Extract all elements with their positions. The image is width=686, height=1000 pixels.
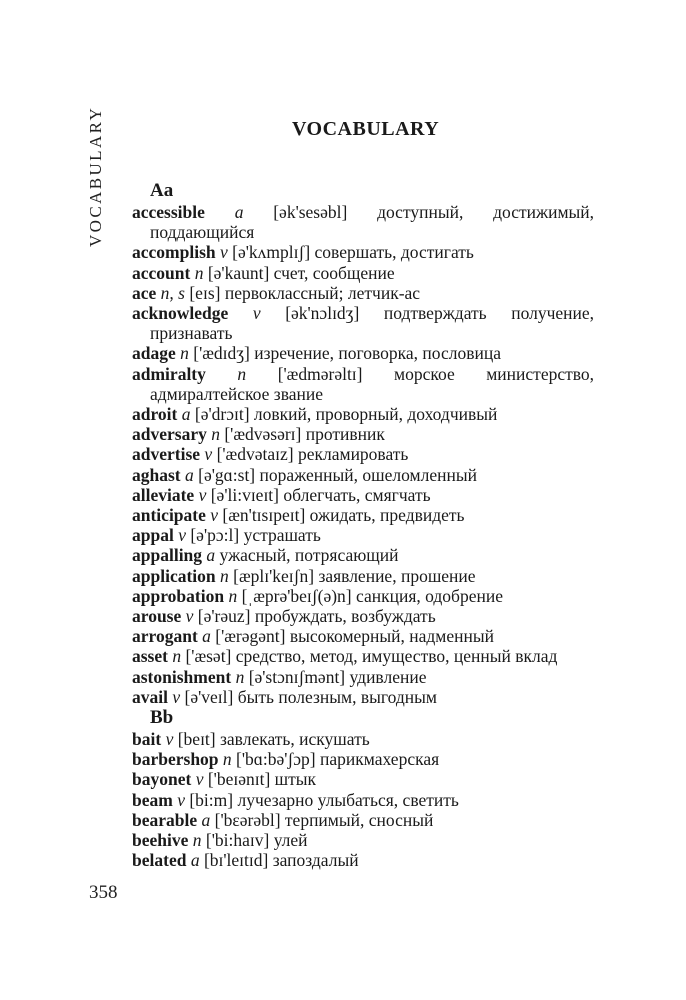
vocab-entry	[132, 749, 594, 769]
running-head-vertical: VOCABULARY	[86, 105, 105, 247]
translation: запоздалый	[272, 850, 359, 871]
vocab-entry	[132, 444, 594, 464]
translation: первоклассный; летчик-ас	[224, 282, 421, 303]
transcription: [ə'stɔnɪʃmənt]	[248, 666, 346, 687]
headword: bayonet	[132, 769, 192, 790]
vocab-entry	[132, 242, 594, 262]
transcription: ['ædvəsərɪ]	[224, 424, 302, 445]
transcription: ['ædvətaɪz]	[216, 444, 294, 465]
headword: adroit	[132, 404, 178, 425]
transcription: [ə'drɔɪt]	[194, 404, 250, 425]
translation: быть полезным, выгодным	[237, 686, 437, 707]
transcription: ['bɛərəbl]	[214, 809, 281, 830]
headword: appal	[132, 525, 174, 546]
translation: ужасный, потрясающий	[219, 545, 399, 566]
part-of-speech: n	[194, 262, 204, 283]
headword: asset	[132, 646, 168, 667]
transcription: ['bi:haɪv]	[205, 830, 270, 851]
translation: морское министерство, адмиралтейское звание	[150, 363, 595, 404]
section-heading-b: Bb	[150, 707, 174, 729]
vocab-entry	[132, 364, 594, 404]
vocab-entry	[132, 626, 594, 646]
translation: облегчать, смягчать	[283, 484, 431, 505]
transcription: ['ædɪdʒ]	[193, 343, 250, 364]
vocab-entry	[132, 769, 594, 789]
vocab-entry	[132, 202, 594, 242]
vocab-entry	[132, 850, 594, 870]
part-of-speech: v	[198, 484, 207, 505]
part-of-speech: a	[181, 404, 191, 425]
part-of-speech: a	[234, 202, 244, 222]
transcription: ['ærəgənt]	[215, 626, 286, 647]
transcription: [ə'kaunt]	[207, 262, 270, 283]
part-of-speech: a	[201, 809, 211, 830]
part-of-speech: v	[185, 606, 194, 627]
headword: approbation	[132, 585, 225, 606]
part-of-speech: n	[228, 585, 238, 606]
transcription: [ə'gɑ:st]	[198, 464, 256, 485]
vocabulary-list	[132, 180, 594, 871]
headword: bait	[132, 729, 162, 750]
headword: adage	[132, 343, 176, 364]
vocab-entry	[132, 606, 594, 626]
transcription: [ə'rəuz]	[197, 606, 251, 627]
translation: ловкий, проворный, доходчивый	[253, 404, 498, 425]
part-of-speech: n	[180, 343, 189, 364]
transcription: [ək'nɔlɪdʒ]	[285, 303, 360, 324]
vocab-entry	[132, 687, 594, 707]
translation: подтверждать получение, признавать	[150, 303, 595, 344]
headword: beam	[132, 789, 173, 810]
headword: astonishment	[132, 666, 232, 687]
translation: санкция, одобрение	[356, 585, 503, 606]
part-of-speech: v	[210, 505, 219, 526]
headword: admiralty	[132, 363, 206, 384]
translation: рекламировать	[297, 444, 409, 465]
transcription: [ˌæprə'beɪʃ(ə)n]	[241, 585, 352, 606]
vocab-entry	[132, 343, 594, 363]
part-of-speech: n	[220, 565, 229, 586]
transcription: [beɪt]	[177, 729, 216, 750]
translation: пораженный, ошеломленный	[259, 464, 477, 485]
translation: противник	[305, 424, 385, 445]
headword: application	[132, 565, 216, 586]
headword: accomplish	[132, 242, 216, 263]
headword: avail	[132, 686, 168, 707]
transcription: [ə'veɪl]	[184, 686, 234, 707]
translation: улей	[273, 830, 308, 851]
page-title: VOCABULARY	[292, 118, 440, 140]
translation: завлекать, искушать	[220, 729, 370, 750]
translation: заявление, прошение	[318, 565, 476, 586]
headword: arouse	[132, 606, 182, 627]
headword: beehive	[132, 830, 189, 851]
headword: belated	[132, 850, 187, 871]
transcription: ['æsət]	[185, 646, 232, 667]
headword: barbershop	[132, 749, 219, 770]
part-of-speech: v	[204, 444, 213, 465]
vocab-entry	[132, 525, 594, 545]
translation: удивление	[349, 666, 427, 687]
translation: пробуждать, возбуждать	[254, 606, 436, 627]
headword: bearable	[132, 809, 198, 830]
translation: терпимый, сносный	[284, 809, 434, 830]
transcription: [ə'li:vɪeɪt]	[210, 484, 279, 505]
vocab-entry	[132, 505, 594, 525]
part-of-speech: v	[252, 303, 261, 324]
headword: anticipate	[132, 505, 206, 526]
transcription: [bɪ'leɪtɪd]	[203, 850, 269, 871]
translation: совершать, достигать	[314, 242, 474, 263]
headword: advertise	[132, 444, 201, 465]
translation: парикмахерская	[320, 749, 440, 770]
part-of-speech: n	[235, 666, 245, 687]
part-of-speech: v	[172, 686, 181, 707]
page-number: 358	[89, 882, 118, 903]
part-of-speech: n, s	[160, 282, 185, 303]
part-of-speech: n	[211, 424, 220, 445]
part-of-speech: n	[222, 749, 232, 770]
vocab-entry	[132, 424, 594, 444]
part-of-speech: v	[165, 729, 174, 750]
vocab-entry	[132, 465, 594, 485]
part-of-speech: a	[190, 850, 200, 871]
vocab-entry	[132, 566, 594, 586]
translation: средство, метод, имущество, ценный вклад	[235, 646, 558, 667]
translation: лучезарно улыбаться, светить	[237, 789, 459, 810]
part-of-speech: a	[206, 545, 216, 566]
vocab-entry	[132, 283, 594, 303]
translation: счет, сообщение	[273, 262, 395, 283]
part-of-speech: n	[237, 363, 247, 384]
vocab-entry	[132, 586, 594, 606]
transcription: [ə'kʌmplɪʃ]	[232, 242, 311, 263]
headword: ace	[132, 282, 157, 303]
headword: accessible	[132, 202, 205, 222]
headword: acknowledge	[132, 303, 229, 324]
translation: устрашать	[243, 525, 321, 546]
transcription: ['ædmərəltɪ]	[277, 363, 363, 384]
translation: доступный, достижимый, поддающийся	[150, 202, 595, 243]
headword: adversary	[132, 424, 207, 445]
part-of-speech: v	[220, 242, 228, 263]
vocab-entry	[132, 303, 594, 343]
section-heading-a: Aa	[150, 180, 174, 201]
part-of-speech: a	[185, 464, 194, 485]
vocab-entry	[132, 667, 594, 687]
headword: account	[132, 262, 191, 283]
part-of-speech: n	[192, 830, 202, 851]
part-of-speech: v	[178, 525, 186, 546]
vocab-entry	[132, 485, 594, 505]
translation: высокомерный, надменный	[289, 626, 495, 647]
transcription: [eɪs]	[189, 282, 221, 303]
part-of-speech: n	[172, 646, 182, 667]
translation: штык	[274, 769, 317, 790]
transcription: [bi:m]	[189, 789, 234, 810]
headword: appalling	[132, 545, 203, 566]
transcription: ['beɪənɪt]	[207, 769, 271, 790]
part-of-speech: v	[177, 789, 185, 810]
translation: изречение, поговорка, пословица	[254, 343, 501, 364]
vocab-entry	[132, 830, 594, 850]
transcription: ['bɑ:bə'ʃɔp]	[236, 749, 316, 770]
part-of-speech: v	[195, 769, 204, 790]
transcription: [æn'tɪsɪpeɪt]	[222, 505, 306, 526]
vocab-entry	[132, 263, 594, 283]
vocab-entry	[132, 545, 594, 565]
transcription: [ə'pɔ:l]	[190, 525, 240, 546]
vocab-entry	[132, 729, 594, 749]
headword: arrogant	[132, 626, 198, 647]
translation: ожидать, предвидеть	[309, 505, 465, 526]
headword: aghast	[132, 464, 181, 485]
vocab-entry	[132, 810, 594, 830]
vocab-entry	[132, 646, 594, 666]
transcription: [ək'sesəbl]	[273, 202, 348, 222]
part-of-speech: a	[202, 626, 211, 647]
vocab-entry	[132, 790, 594, 810]
transcription: [æplɪ'keɪʃn]	[233, 565, 315, 586]
headword: alleviate	[132, 484, 195, 505]
vocab-entry	[132, 404, 594, 424]
